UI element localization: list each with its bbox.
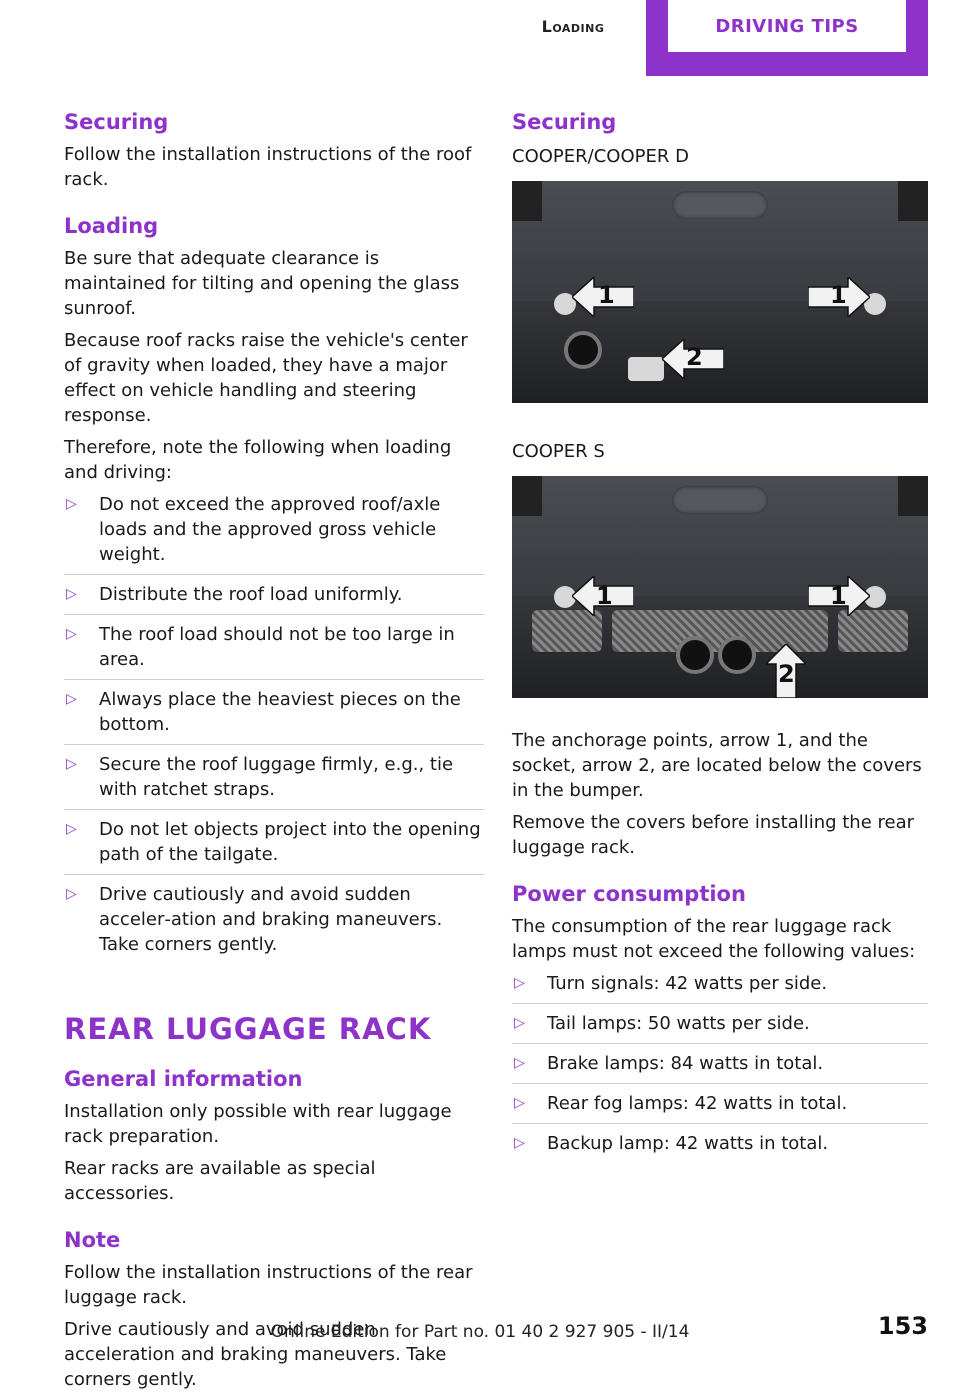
figure-label-2: 2 (686, 343, 703, 371)
triangle-bullet-icon: ▷ (66, 886, 77, 902)
triangle-bullet-icon: ▷ (66, 756, 77, 772)
general-paragraph-1: Installation only possible with rear luggage rack preparation. (64, 1101, 452, 1147)
list-item: ▷ The roof load should not be too large in area. (64, 622, 484, 680)
figure-caption-cooper: COOPER/COOPER D (512, 146, 689, 167)
bumper-image-cooper-s (512, 476, 928, 698)
header-chapter-label-box (668, 0, 906, 52)
bumper-image-cooper (512, 181, 928, 403)
triangle-bullet-icon: ▷ (514, 1135, 525, 1151)
figure-label-1-right: 1 (830, 582, 847, 610)
loading-heading: Loading (64, 214, 159, 238)
list-item: ▷ Rear fog lamps: 42 watts in total. (512, 1091, 928, 1124)
list-item: ▷ Always place the heaviest pieces on the bottom. (64, 687, 484, 745)
power-consumption-heading: Power consumption (512, 882, 746, 906)
anchorage-paragraph-1: The anchorage points, arrow 1, and the socket, arrow 2, are located below the covers in the bumper. (512, 730, 922, 801)
list-item: ▷ Brake lamps: 84 watts in total. (512, 1051, 928, 1084)
triangle-bullet-icon: ▷ (514, 975, 525, 991)
list-item: ▷ Secure the roof luggage firmly, e.g., tie with ratchet straps. (64, 752, 484, 810)
note-paragraph-1: Follow the installation instructions of the rear luggage rack. (64, 1262, 473, 1308)
grille-right (838, 610, 908, 652)
anchorage-paragraph-2: Remove the covers before installing the rear luggage rack. (512, 812, 915, 858)
triangle-bullet-icon: ▷ (66, 626, 77, 642)
triangle-bullet-icon: ▷ (514, 1095, 525, 1111)
securing-heading-left: Securing (64, 110, 169, 134)
list-item: ▷ Distribute the roof load uniformly. (64, 582, 484, 615)
general-information-heading: General information (64, 1067, 303, 1091)
loading-paragraph-1: Be sure that adequate clearance is maintained for tilting and opening the glass sunroof. (64, 248, 460, 319)
header-chapter-label: DRIVING TIPS (715, 15, 859, 37)
loading-list (64, 492, 484, 964)
list-item: ▷ Do not exceed the approved roof/axle loads and the approved gross vehicle weight. (64, 492, 484, 575)
loading-paragraph-3: Therefore, note the following when loading and driving: (64, 437, 452, 483)
footer-edition: Online Edition for Part no. 01 40 2 927 905 - II/14 (270, 1322, 690, 1342)
list-item: ▷ Tail lamps: 50 watts per side. (512, 1011, 928, 1044)
triangle-bullet-icon: ▷ (514, 1015, 525, 1031)
socket-cover (628, 357, 664, 381)
note-paragraph-2: Drive cautiously and avoid sudden acceleration and braking maneuvers. Take corners gently. (64, 1319, 447, 1390)
figure-label-1-left: 1 (596, 582, 613, 610)
list-item: ▷ Turn signals: 42 watts per side. (512, 971, 928, 1004)
license-plate-recess (672, 486, 768, 514)
figure-label-2: 2 (778, 660, 795, 688)
right-column (512, 108, 928, 1170)
figure-caption-cooper-s: COOPER S (512, 441, 605, 462)
exhaust-pipe-left (676, 636, 714, 674)
triangle-bullet-icon: ▷ (514, 1055, 525, 1071)
securing-text-left: Follow the installation instructions of the roof rack. (64, 144, 472, 190)
triangle-bullet-icon: ▷ (66, 496, 77, 512)
page-number: 153 (877, 1312, 928, 1340)
triangle-bullet-icon: ▷ (66, 586, 77, 602)
header-section-label: Loading (541, 16, 605, 36)
general-paragraph-2: Rear racks are available as special accessories. (64, 1158, 376, 1204)
exhaust-pipe (564, 331, 602, 369)
triangle-bullet-icon: ▷ (66, 821, 77, 837)
power-list (512, 971, 928, 1163)
left-column (64, 108, 484, 1399)
license-plate-recess (672, 191, 768, 219)
rear-luggage-rack-heading: REAR LUGGAGE RACK (64, 1012, 432, 1046)
figure-label-1-right: 1 (830, 281, 847, 309)
list-item: ▷ Drive cautiously and avoid sudden acceler‐ation and braking maneuvers. Take corners gently. (66, 884, 443, 955)
note-heading: Note (64, 1228, 121, 1252)
list-item: ▷ Do not let objects project into the opening path of the tailgate. (64, 817, 484, 875)
exhaust-pipe-right (718, 636, 756, 674)
header-chapter-tab[interactable] (646, 0, 928, 76)
figure-label-1-left: 1 (598, 281, 615, 309)
loading-paragraph-2: Because roof racks raise the vehicle's center of gravity when loaded, they have a major effect on vehicle handling and steering response. (64, 330, 468, 426)
power-paragraph-1: The consumption of the rear luggage rack lamps must not exceed the following values: (512, 916, 916, 962)
header-section-tab[interactable] (500, 0, 646, 52)
grille-left (532, 610, 602, 652)
list-item: ▷ Backup lamp: 42 watts in total. (514, 1133, 829, 1154)
triangle-bullet-icon: ▷ (66, 691, 77, 707)
securing-heading-right: Securing (512, 110, 617, 134)
